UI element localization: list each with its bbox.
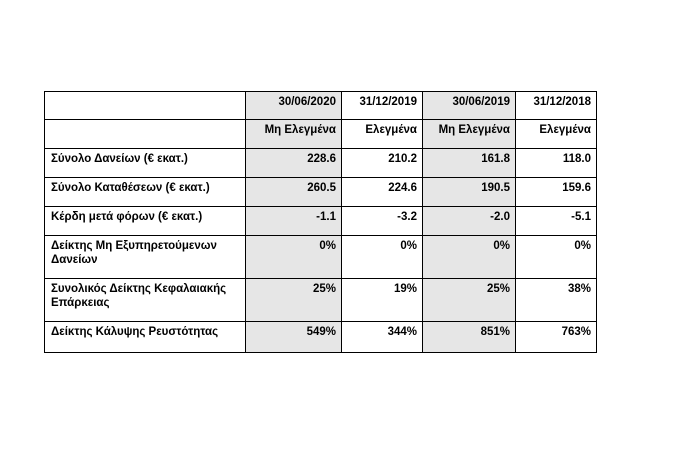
value-cell: -3.2: [342, 207, 423, 236]
table-row: [45, 236, 597, 279]
value-cell: -5.1: [516, 207, 597, 236]
value-cell: 25%: [423, 279, 516, 322]
header-status-cell: Μη Ελεγμένα: [423, 120, 516, 149]
value-cell: 228.6: [246, 149, 342, 178]
value-cell: 0%: [516, 236, 597, 279]
row-label: Δείκτης Μη Εξυπηρετούμενων Δανείων: [45, 236, 246, 279]
header-corner-cell: [45, 120, 246, 149]
value-cell: 19%: [342, 279, 423, 322]
row-label: Συνολικός Δείκτης Κεφαλαιακής Επάρκειας: [45, 279, 246, 322]
header-date-cell: 30/06/2019: [423, 92, 516, 120]
value-cell: 0%: [342, 236, 423, 279]
financial-summary-table: [44, 91, 597, 353]
value-cell: 763%: [516, 322, 597, 353]
table-row: [45, 279, 597, 322]
value-cell: 161.8: [423, 149, 516, 178]
header-status-cell: Ελεγμένα: [342, 120, 423, 149]
header-status-cell: Ελεγμένα: [516, 120, 597, 149]
value-cell: 25%: [246, 279, 342, 322]
table-row: [45, 178, 597, 207]
row-label: Δείκτης Κάλυψης Ρευστότητας: [45, 322, 246, 353]
row-label: Σύνολο Δανείων (€ εκατ.): [45, 149, 246, 178]
value-cell: 159.6: [516, 178, 597, 207]
value-cell: 224.6: [342, 178, 423, 207]
value-cell: 0%: [246, 236, 342, 279]
header-date-cell: 30/06/2020: [246, 92, 342, 120]
value-cell: 38%: [516, 279, 597, 322]
value-cell: 344%: [342, 322, 423, 353]
header-row-dates: [45, 92, 597, 120]
row-label: Κέρδη μετά φόρων (€ εκατ.): [45, 207, 246, 236]
header-date-cell: 31/12/2019: [342, 92, 423, 120]
value-cell: 851%: [423, 322, 516, 353]
value-cell: -1.1: [246, 207, 342, 236]
row-label: Σύνολο Καταθέσεων (€ εκατ.): [45, 178, 246, 207]
value-cell: -2.0: [423, 207, 516, 236]
header-status-cell: Μη Ελεγμένα: [246, 120, 342, 149]
value-cell: 0%: [423, 236, 516, 279]
table-row: [45, 149, 597, 178]
header-corner-cell: [45, 92, 246, 120]
value-cell: 210.2: [342, 149, 423, 178]
header-row-status: [45, 120, 597, 149]
table-row: [45, 207, 597, 236]
header-date-cell: 31/12/2018: [516, 92, 597, 120]
table-row: [45, 322, 597, 353]
value-cell: 190.5: [423, 178, 516, 207]
value-cell: 118.0: [516, 149, 597, 178]
value-cell: 260.5: [246, 178, 342, 207]
value-cell: 549%: [246, 322, 342, 353]
